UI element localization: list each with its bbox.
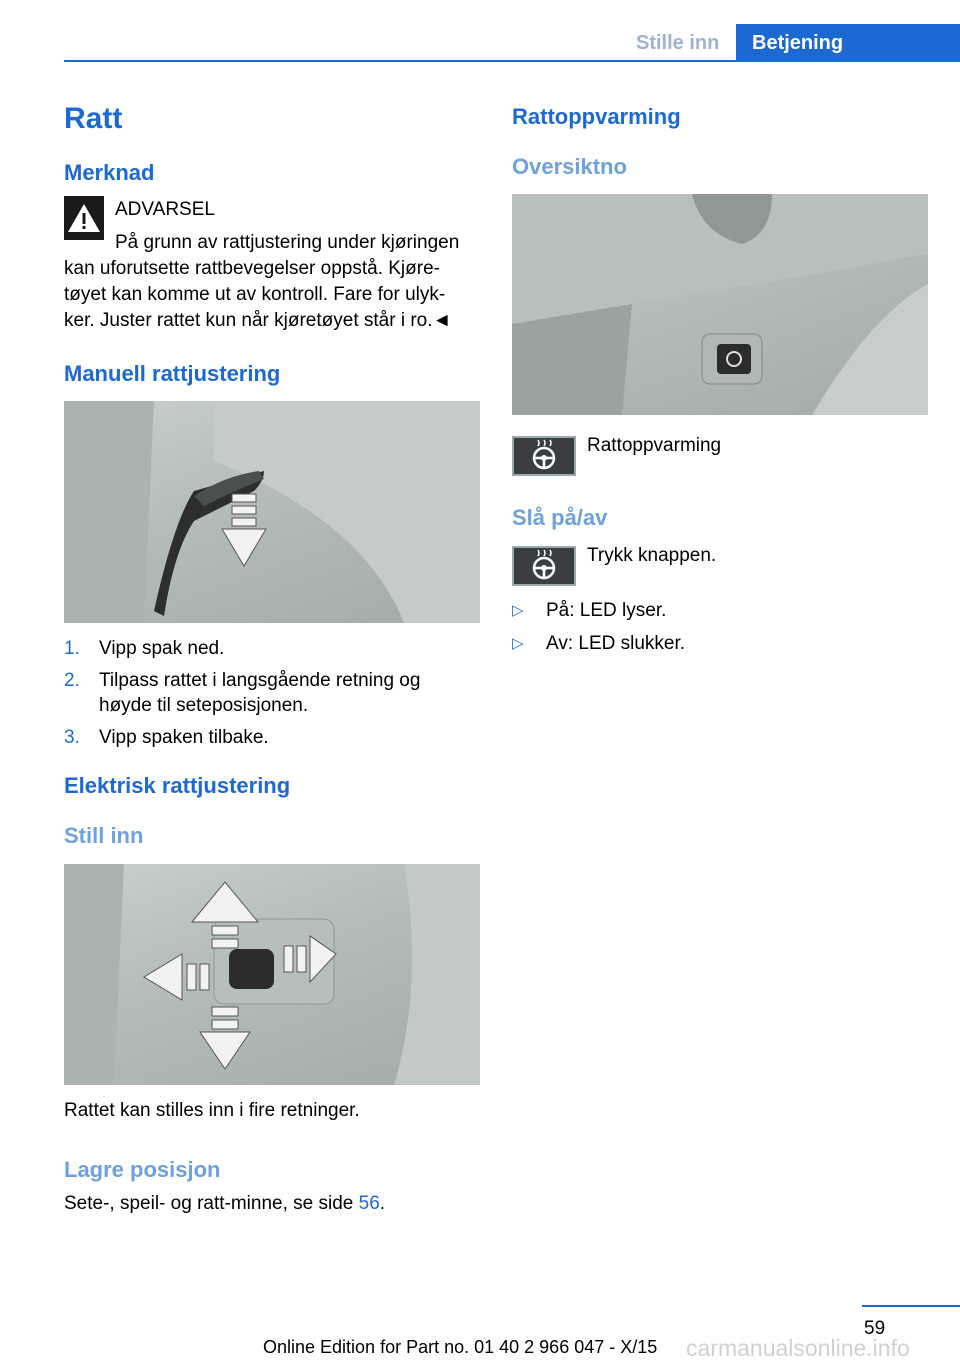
footer-rule <box>862 1305 960 1307</box>
lagre-heading: Lagre posisjon <box>64 1157 221 1182</box>
page-number: 59 <box>864 1318 886 1339</box>
bullet-1-glyph: ▷ <box>512 602 524 619</box>
step-3-text: Vipp spaken tilbake. <box>99 727 269 748</box>
bullet-2-glyph: ▷ <box>512 635 524 652</box>
watermark: carmanualsonline.info <box>686 1335 910 1361</box>
electric-adjust-heading: Elektrisk rattjustering <box>64 773 291 798</box>
step-2-text-line-2: høyde til seteposisjonen. <box>99 695 309 716</box>
lagre-text <box>64 1191 385 1216</box>
still-inn-heading: Still inn <box>64 823 144 848</box>
edition-text: Online Edition for Part no. 01 40 2 966 047 - X/15 <box>263 1337 658 1357</box>
sla-heading: Slå på/av <box>512 505 608 530</box>
heating-heading: Rattoppvarming <box>512 104 681 129</box>
warning-line-2: kan uforutsette rattbevegelser oppstå. Kjøre- <box>64 258 440 279</box>
step-3-number: 3. <box>64 727 80 748</box>
header-chapter-tab <box>736 24 960 62</box>
warning-label: ADVARSEL <box>115 199 215 220</box>
lagre-text-main: Sete-, speil- og ratt-minne, se side <box>64 1193 359 1214</box>
step-1-text: Vipp spak ned. <box>99 638 225 659</box>
header-rule <box>64 60 960 62</box>
header-chapter-label: Betjening <box>752 32 844 54</box>
oversikt-heading: Oversiktno <box>512 154 627 179</box>
manual-adjust-heading: Manuell rattjustering <box>64 361 281 386</box>
page-title: Ratt <box>64 102 123 135</box>
warning-icon <box>64 196 104 240</box>
steering-heat-label: Rattoppvarming <box>587 435 722 456</box>
lagre-page-link[interactable]: 56 <box>358 1193 380 1214</box>
step-2-number: 2. <box>64 670 80 691</box>
header-section-label: Stille inn <box>636 32 720 54</box>
steering-heat-button-icon <box>512 546 576 586</box>
warning-line-4: ker. Juster rattet kun når kjøretøyet står i ro.◄ <box>64 310 452 331</box>
steering-heat-icon <box>512 436 576 476</box>
step-1-number: 1. <box>64 638 80 659</box>
warning-line-1: På grunn av rattjustering under kjøringen <box>115 232 460 253</box>
heating-figure <box>512 194 928 415</box>
press-button-text: Trykk knappen. <box>587 545 717 566</box>
bullet-1-text: På: LED lyser. <box>546 600 667 621</box>
warning-line-3: tøyet kan komme ut av kontroll. Fare for ulyk- <box>64 284 446 305</box>
lagre-text-end: . <box>379 1193 386 1214</box>
header-section-tab <box>620 24 735 62</box>
merknad-heading: Merknad <box>64 160 155 185</box>
bullet-2-text: Av: LED slukker. <box>546 633 686 654</box>
electric-adjust-figure <box>64 864 480 1085</box>
electric-caption: Rattet kan stilles inn i fire retninger. <box>64 1100 360 1121</box>
step-2-text-line-1: Tilpass rattet i langsgående retning og <box>99 670 421 691</box>
manual-adjust-figure <box>64 401 480 623</box>
